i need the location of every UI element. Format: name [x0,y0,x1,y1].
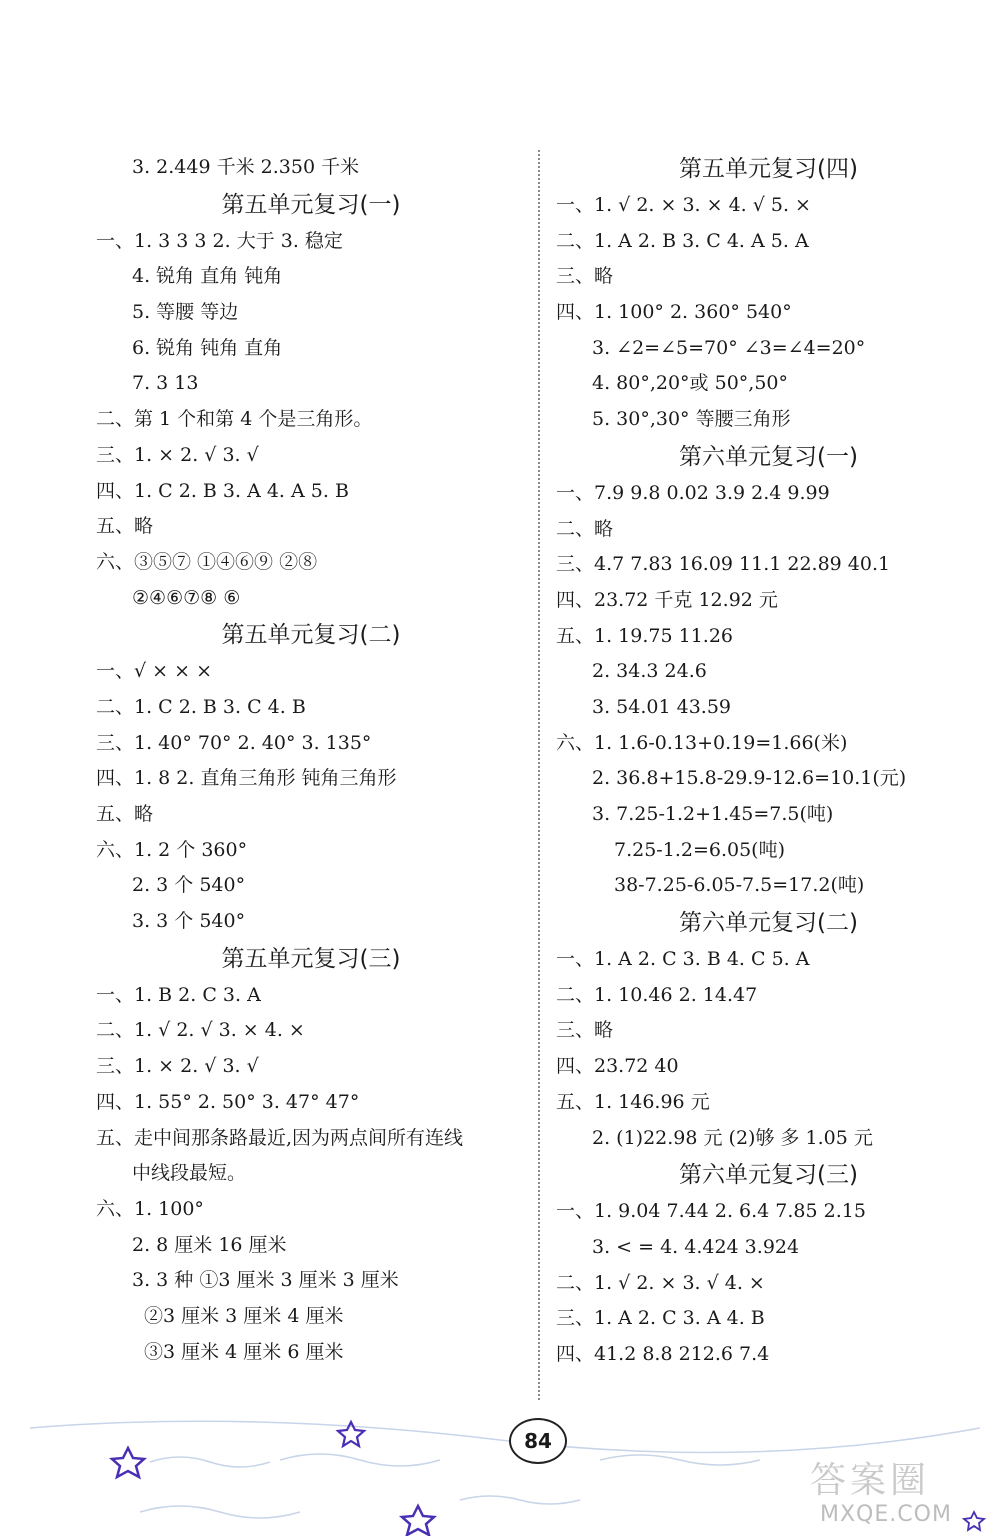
answer-line: 一、1. A 2. C 3. B 4. C 5. A [556,948,810,971]
answer-line: 五、略 [96,515,154,538]
answer-line: 六、1. 2 个 360° [96,838,248,861]
column-divider [538,150,540,1400]
section-heading: 第六单元复习(三) [679,1162,858,1189]
answer-line: 三、1. A 2. C 3. A 4. B [556,1307,765,1330]
answer-line: 二、略 [556,517,614,540]
answer-line: 2. 36.8+15.8-29.9-12.6=10.1(元) [592,767,907,790]
answer-line: 三、1. 40° 70° 2. 40° 3. 135° [96,731,372,754]
answer-line: 五、走中间那条路最近,因为两点间所有连线 [96,1126,464,1149]
answer-line: 二、第 1 个和第 4 个是三角形。 [96,408,373,431]
answer-line: 一、1. 3 3 3 2. 大于 3. 稳定 [96,229,343,252]
answer-line: 三、4.7 7.83 16.09 11.1 22.89 40.1 [556,553,891,576]
section-heading: 第五单元复习(三) [221,945,401,972]
page-number: 84 [509,1418,567,1464]
section-heading: 第五单元复习(一) [221,191,401,218]
answer-line: 3. 2.449 千米 2.350 千米 [132,156,360,178]
answer-line: ②④⑥⑦⑧ ⑥ [132,586,241,609]
answer-line: 四、41.2 8.8 212.6 7.4 [556,1342,770,1365]
section-heading: 第五单元复习(四) [679,156,858,182]
star-icon [112,1448,144,1477]
answer-line: 4. 锐角 直角 钝角 [132,265,283,288]
answer-line: 3. 3 种 ①3 厘米 3 厘米 3 厘米 [132,1269,399,1292]
answer-line: 2. 3 个 540° [132,874,246,897]
answer-line: 三、1. × 2. √ 3. √ [96,443,259,466]
answer-line: 6. 锐角 钝角 直角 [132,336,283,359]
answer-line: 六、1. 1.6-0.13+0.19=1.66(米) [556,731,848,754]
answer-line: 三、略 [556,1019,614,1042]
answer-line: 五、1. 146.96 元 [556,1090,710,1113]
answer-line: 四、1. 8 2. 直角三角形 钝角三角形 [96,767,397,790]
answer-line: 二、1. C 2. B 3. C 4. B [96,695,306,718]
answer-line: 4. 80°,20°或 50°,50° [592,372,788,395]
answer-line: 3. 54.01 43.59 [592,695,731,718]
answer-line: 二、1. A 2. B 3. C 4. A 5. A [556,229,809,252]
star-icon [402,1506,434,1535]
answer-line: 一、√ × × × [96,660,212,683]
answer-line: 3. ∠2=∠5=70° ∠3=∠4=20° [592,336,866,359]
answer-line: 一、1. √ 2. × 3. × 4. √ 5. × [556,194,811,216]
section-heading: 第六单元复习(二) [679,910,858,937]
section-heading: 第六单元复习(一) [679,443,858,470]
answer-line: 二、1. √ 2. √ 3. × 4. × [96,1019,305,1042]
answer-line: 四、1. 100° 2. 360° 540° [556,301,792,324]
answer-line: 三、略 [556,265,614,288]
answer-line: 中线段最短。 [132,1162,247,1185]
answer-line: 五、1. 19.75 11.26 [556,624,733,647]
answer-line: 38-7.25-6.05-7.5=17.2(吨) [614,874,865,897]
answer-line: 四、23.72 千克 12.92 元 [556,588,778,611]
answer-line: 3. < = 4. 4.424 3.924 [592,1235,800,1258]
answer-line: 7.25-1.2=6.05(吨) [614,838,785,861]
answer-line: 二、1. √ 2. × 3. √ 4. × [556,1271,765,1294]
answer-line: 2. 8 厘米 16 厘米 [132,1233,287,1256]
answer-line: 2. 34.3 24.6 [592,660,707,683]
answer-line: 3. 7.25-1.2+1.45=7.5(吨) [592,803,834,825]
answer-line: 二、1. 10.46 2. 14.47 [556,983,758,1006]
answer-line: 五、略 [96,803,154,825]
answer-line: ③3 厘米 4 厘米 6 厘米 [144,1340,344,1363]
answer-line: 四、1. C 2. B 3. A 4. A 5. B [96,479,349,502]
answer-line: 六、1. 100° [96,1197,204,1220]
answer-line: ②3 厘米 3 厘米 4 厘米 [144,1304,344,1327]
answer-line: 一、1. B 2. C 3. A [96,983,261,1006]
answer-line: 5. 30°,30° 等腰三角形 [592,408,791,431]
answer-line: 一、1. 9.04 7.44 2. 6.4 7.85 2.15 [556,1200,866,1223]
left-answer-column [96,150,526,1370]
watermark-title: 答案圈 [810,1460,931,1501]
right-answer-column [556,150,981,1373]
answer-line: 7. 3 13 [132,372,199,395]
watermark-logo [790,1452,980,1532]
answer-line: 四、23.72 40 [556,1055,679,1078]
answer-line: 四、1. 55° 2. 50° 3. 47° 47° [96,1090,360,1113]
answer-line: 六、③⑤⑦ ①④⑥⑨ ②⑧ [96,550,318,573]
answer-line: 一、7.9 9.8 0.02 3.9 2.4 9.99 [556,481,830,504]
answer-line: 5. 等腰 等边 [132,301,239,324]
section-heading: 第五单元复习(二) [221,622,401,649]
watermark-url: MXQE.COM [820,1502,952,1527]
answer-line: 三、1. × 2. √ 3. √ [96,1055,259,1078]
answer-line: 2. (1)22.98 元 (2)够 多 1.05 元 [592,1126,873,1149]
answer-line: 3. 3 个 540° [132,910,246,933]
